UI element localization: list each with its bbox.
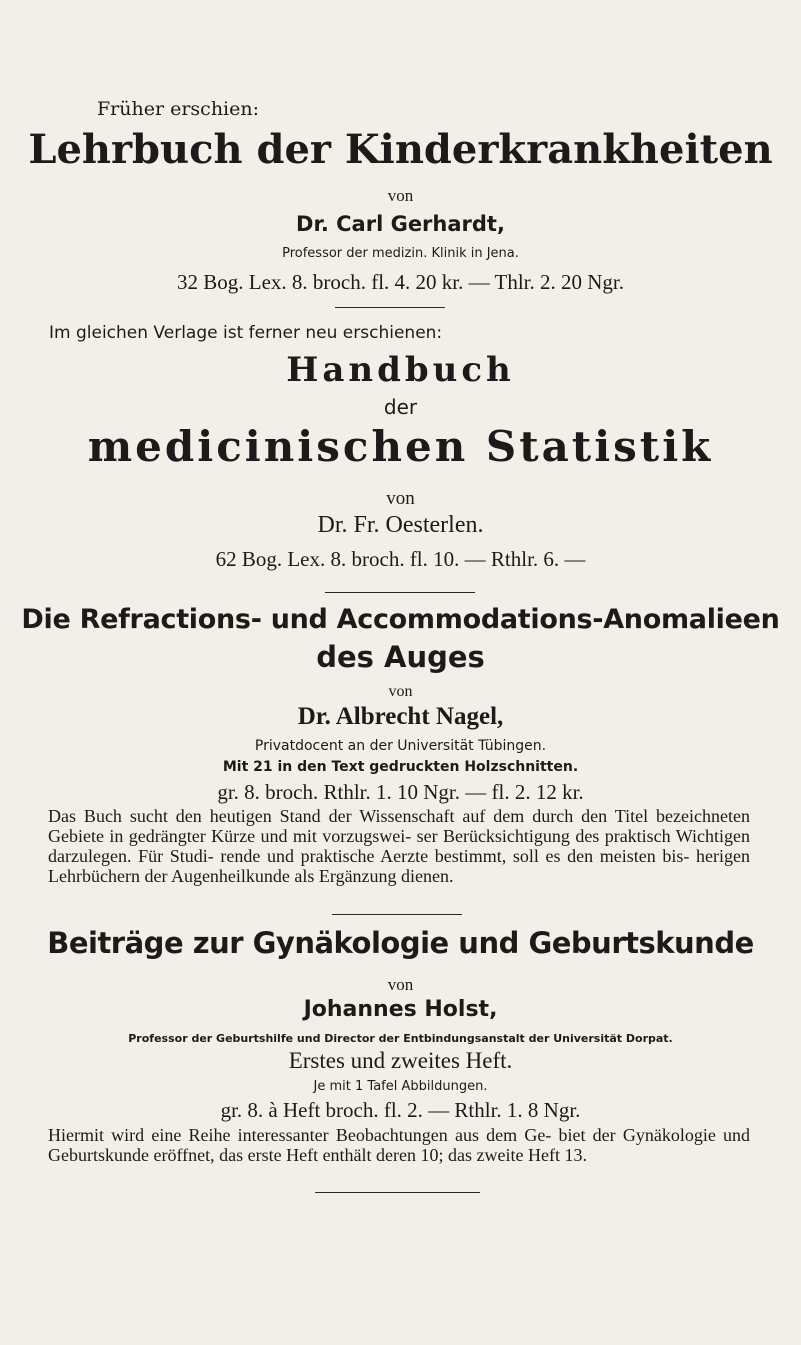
price-nagel: gr. 8. broch. Rthlr. 1. 10 Ngr. — fl. 2. 12 kr. bbox=[217, 780, 584, 804]
statistik-title: medicinischen Statistik bbox=[87, 422, 714, 471]
author-holst: Johannes Holst, bbox=[303, 997, 498, 1022]
divider bbox=[315, 1192, 480, 1193]
affiliation-holst: Professor der Geburtshilfe und Director der Entbindungsanstalt der Universität Dorpat. bbox=[128, 1032, 673, 1045]
divider bbox=[335, 307, 445, 308]
publisher-note: Im gleichen Verlage ist ferner neu erschienen: bbox=[49, 323, 443, 343]
von-label: von bbox=[386, 488, 415, 509]
author-gerhardt: Dr. Carl Gerhardt, bbox=[296, 212, 505, 236]
affiliation-nagel: Privatdocent an der Universität Tübingen. bbox=[254, 738, 547, 754]
von-label: von bbox=[387, 975, 414, 994]
der-label: der bbox=[383, 395, 418, 419]
description-nagel: Das Buch sucht den heutigen Stand der Wissenschaft auf dem durch den Titel bezeichneten Gebiete in gedrängter Kürze und mit vorzugswei- ser Berücksichtigung des praktisch Wichtigen darzulegen. Für Studi- rende und praktische Aerzte bestimmt, soll es den meisten bis- herigen Lehrbüchern der Augenheilkunde als Ergänzung dienen. bbox=[48, 806, 750, 886]
refractions-title: Die Refractions- und Accommodations-Anomalieen bbox=[21, 604, 780, 635]
gynaekologie-title: Beiträge zur Gynäkologie und Geburtskunde bbox=[47, 926, 754, 960]
price-gerhardt: 32 Bog. Lex. 8. broch. fl. 4. 20 kr. — Thlr. 2. 20 Ngr. bbox=[177, 270, 624, 294]
divider bbox=[325, 592, 475, 593]
von-label: von bbox=[387, 186, 414, 205]
plates-note: Je mit 1 Tafel Abbildungen. bbox=[313, 1079, 488, 1094]
early-published-header: Früher erschien: bbox=[97, 98, 260, 120]
book-title-kinderkrankheiten: Lehrbuch der Kinderkrankheiten bbox=[28, 126, 773, 173]
refractions-subtitle: des Auges bbox=[316, 640, 485, 674]
affiliation-gerhardt: Professor der medizin. Klinik in Jena. bbox=[282, 246, 519, 261]
von-label: von bbox=[388, 683, 413, 700]
author-nagel: Dr. Albrecht Nagel, bbox=[297, 703, 504, 730]
price-oesterlen: 62 Bog. Lex. 8. broch. fl. 10. — Rthlr. 6. — bbox=[215, 547, 586, 571]
price-holst: gr. 8. à Heft broch. fl. 2. — Rthlr. 1. 8 Ngr. bbox=[220, 1098, 581, 1122]
illustrations-note: Mit 21 in den Text gedruckten Holzschnitten. bbox=[222, 759, 579, 775]
issues-note: Erstes und zweites Heft. bbox=[288, 1048, 513, 1073]
author-oesterlen: Dr. Fr. Oesterlen. bbox=[317, 512, 484, 538]
description-holst: Hiermit wird eine Reihe interessanter Beobachtungen aus dem Ge- biet der Gynäkologie und Geburtskunde eröffnet, das erste Heft enthält deren 10; das zweite Heft 13. bbox=[48, 1125, 750, 1165]
handbuch-title: Handbuch bbox=[286, 350, 515, 390]
divider bbox=[332, 914, 462, 915]
